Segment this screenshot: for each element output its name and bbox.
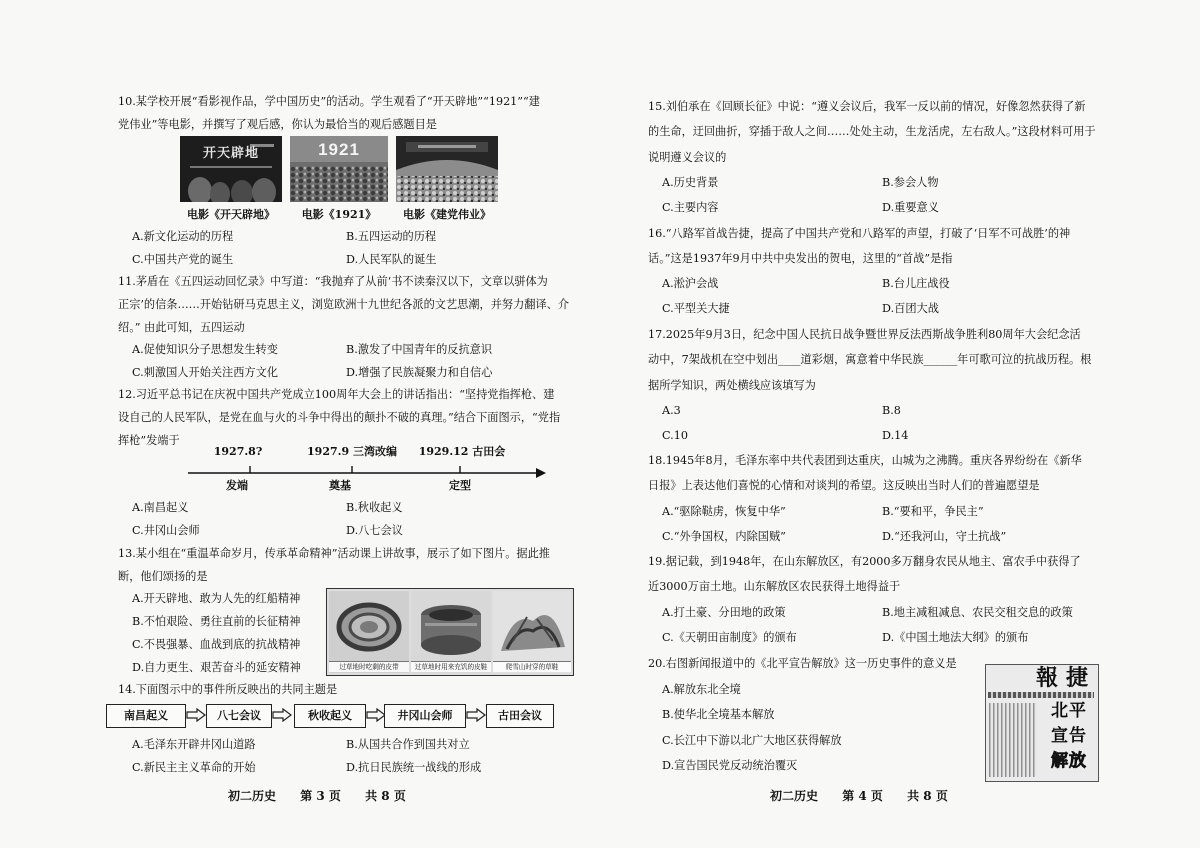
option-a: A.开天辟地、敢为人先的红船精神 [132, 592, 301, 605]
footer-total-pages: 共 8 页 [365, 789, 406, 803]
timeline-date: 1929.12 古田会 [418, 445, 506, 458]
newspaper-headline [1042, 699, 1096, 774]
stem-line: 11.茅盾在《五四运动回忆录》中写道：“我抛弃了从前‘书不读秦汉以下，文章以骈体为 [118, 275, 548, 288]
stem-line: 12.习近平总书记在庆祝中国共产党成立100周年大会上的讲话指出：“坚持党指挥枪、建 [118, 388, 555, 401]
photo-caption: 过草地时用来充饥的皮鞋 [411, 661, 491, 672]
option-d: D.百团大战 [882, 302, 939, 316]
option-c: C.新民主主义革命的开始 [132, 761, 256, 774]
shoe-image [411, 591, 491, 663]
option-c: C.中国共产党的诞生 [132, 253, 234, 266]
option-a: A.“驱除鞑虏，恢复中华” [662, 505, 786, 518]
footer-subject: 初二历史 [770, 789, 819, 803]
stem-line: 绍。” 由此可知，五四运动 [118, 321, 245, 334]
newspaper-clipping [985, 664, 1099, 782]
photo-shoe [411, 591, 491, 673]
stem-line: 的生命，迂回曲折，穿插于敌人之间……处处主动，生龙活虎，左右敌人。”这段材料可用于 [648, 125, 1096, 139]
flow-box: 八七会议 [206, 704, 272, 728]
movie-poster-kaitianpidi [180, 136, 282, 202]
question-16-stem [648, 221, 1070, 272]
belt-image [329, 591, 409, 663]
flow-box: 南昌起义 [106, 704, 186, 728]
photo-caption: 爬雪山时穿的草鞋 [493, 661, 571, 672]
option-c: C.《天朝田亩制度》的颁布 [662, 631, 797, 645]
option-b: B.“要和平，争民主” [882, 505, 984, 518]
movie-poster-1921 [290, 136, 388, 202]
question-15-stem [648, 94, 1096, 170]
stem-line: 15.刘伯承在《回顾长征》中说：“遵义会议后，我军一反以前的情况，好像忽然获得了新 [648, 100, 1086, 113]
stem-line: 说明遵义会议的 [648, 150, 727, 164]
arrow-right-icon [186, 708, 206, 722]
poster-caption: 电影《1921》 [301, 208, 377, 221]
option-c: C.10 [662, 429, 688, 443]
stem-line: 近3000万亩土地。山东解放区农民获得土地得益于 [648, 580, 901, 594]
stem-line: 动中，7架战机在空中划出____道彩烟，寓意着中华民族______年可歌可泣的抗战历程。根 [648, 353, 1092, 367]
question-19-stem [648, 549, 1081, 600]
option-a: A.历史背景 [662, 176, 719, 189]
option-b: B.从国共合作到国共对立 [346, 738, 470, 751]
arrow-right-icon [466, 708, 486, 722]
stem-line: 18.1945年8月，毛泽东率中共代表团到达重庆，山城为之沸腾。重庆各界纷纷在《新华 [648, 454, 1082, 467]
exam-page-4 [600, 0, 1200, 848]
option-d: D.重要意义 [882, 201, 939, 215]
stem-line: 20.右图新闻报道中的《北平宣告解放》这一历史事件的意义是 [648, 657, 957, 670]
poster-title: 开天辟地 [202, 146, 259, 161]
option-b: B.地主减租减息、农民交租交息的政策 [882, 606, 1073, 619]
photo-belt [329, 591, 409, 673]
headline-line: 解放 [1051, 751, 1087, 771]
footer-page-number: 第 4 页 [842, 789, 883, 803]
option-d: D.抗日民族统一战线的形成 [346, 761, 482, 774]
stem-line: 19.据记载，到1948年，在山东解放区，有2000多万翻身农民从地主、富农手中获得了 [648, 555, 1081, 568]
option-b: B.使华北全境基本解放 [662, 708, 775, 722]
option-a: A.解放东北全境 [662, 683, 741, 696]
stem-line: 13.某小组在“重温革命岁月，传承革命精神”活动课上讲故事，展示了如下图片。据此推 [118, 547, 550, 560]
option-c: C.刺激国人开始关注西方文化 [132, 366, 278, 379]
poster-caption: 电影《开天辟地》 [187, 208, 275, 221]
stem-line: 断，他们颂扬的是 [118, 570, 208, 583]
option-c: C.主要内容 [662, 201, 719, 215]
timeline-stage: 发端 [226, 479, 248, 492]
option-a: A.毛泽东开辟井冈山道路 [132, 738, 256, 751]
option-d: D.《中国土地法大纲》的颁布 [882, 631, 1029, 645]
question-13-stem [118, 542, 550, 588]
timeline-date: 1927.9 三湾改编 [307, 445, 397, 458]
question-14-stem [118, 678, 337, 701]
option-c: C.不畏强暴、血战到底的抗战精神 [132, 638, 301, 651]
stem-line: 日报》上表达他们喜悦的心情和对谈判的希望。这反映出当时人们的普遍愿望是 [648, 479, 1040, 493]
stem-line: 挥枪”发端于 [118, 434, 180, 447]
option-a: A.新文化运动的历程 [132, 230, 234, 243]
option-a: A.促使知识分子思想发生转变 [132, 343, 278, 356]
event-flow-diagram [104, 704, 560, 730]
footer-page-number: 第 3 页 [300, 789, 341, 803]
option-c: C.长江中下游以北广大地区获得解放 [662, 733, 842, 747]
photo-caption: 过草地时吃剩的皮带 [329, 661, 409, 672]
option-b: B.8 [882, 404, 901, 417]
arrow-right-icon [536, 468, 546, 478]
footer-subject: 初二历史 [228, 789, 277, 803]
timeline-stage: 定型 [449, 479, 471, 492]
stem-line: 16.“八路军首战告捷，提高了中国共产党和八路军的声望，打破了‘日军不可战胜’的神 [648, 227, 1071, 240]
page-footer [228, 785, 406, 807]
option-b: B.台儿庄战役 [882, 277, 950, 290]
arrow-right-icon [272, 708, 292, 722]
newspaper-body-text [989, 703, 1037, 777]
poster-caption: 电影《建党伟业》 [403, 208, 491, 221]
movie-poster-jiandangweiye [396, 136, 498, 202]
option-b: B.激发了中国青年的反抗意识 [346, 343, 493, 356]
option-c: C.“外争国权，内除国贼” [662, 530, 786, 544]
stem-line: 话。”这是1937年9月中共中央发出的贺电，这里的“首战”是指 [648, 252, 953, 266]
option-d: D.宣告国民党反动统治覆灭 [662, 759, 798, 773]
straw-sandal-image [493, 591, 571, 663]
question-18-stem [648, 448, 1082, 499]
headline-line: 宣告 [1051, 726, 1087, 746]
stem-line: 设自己的人民军队，是党在血与火的斗争中得出的颠扑不破的真理。”结合下面图示，“党指 [118, 411, 561, 424]
option-c: C.平型关大捷 [662, 302, 730, 316]
flow-box: 古田会议 [486, 704, 554, 728]
option-b: B.不怕艰险、勇往直前的长征精神 [132, 615, 301, 628]
stem-line: 党伟业”等电影，并撰写了观后感，你认为最恰当的观后感题目是 [118, 118, 437, 131]
option-b: B.五四运动的历程 [346, 230, 437, 243]
option-d: D.人民军队的诞生 [346, 253, 437, 266]
option-b: B.秋收起义 [346, 501, 403, 514]
option-d: D.增强了民族凝聚力和自信心 [346, 366, 493, 379]
flow-box: 秋收起义 [294, 704, 366, 728]
timeline-diagram [180, 442, 550, 496]
option-a: A.淞沪会战 [662, 277, 719, 290]
newspaper-dateline [988, 692, 1094, 698]
stem-line: 据所学知识，两处横线应该填写为 [648, 378, 816, 392]
poster-hall-image [396, 136, 498, 202]
flow-box: 井冈山会师 [384, 704, 466, 728]
timeline-date: 1927.8? [213, 445, 263, 458]
stem-line: 正宗’的信条……开始钻研马克思主义，浏览欧洲十九世纪各派的文艺思潮，并努力翻译、介 [118, 298, 570, 311]
timeline-stage: 奠基 [329, 479, 351, 492]
stem-line: 14.下面图示中的事件所反映出的共同主题是 [118, 683, 338, 696]
question-11-stem [118, 270, 569, 339]
headline-line: 北平 [1051, 701, 1087, 721]
stem-line: 10.某学校开展“看影视作品，学中国历史”的活动。学生观看了“开天辟地”“1921”“建 [118, 95, 540, 108]
relic-photos [326, 588, 574, 676]
question-10-stem [118, 90, 540, 136]
option-a: A.打土豪、分田地的政策 [662, 606, 786, 619]
option-d: D.“还我河山，守土抗战” [882, 530, 1007, 544]
newspaper-masthead: 報捷 [1035, 665, 1096, 691]
option-b: B.参会人物 [882, 176, 939, 189]
option-d: D.自力更生、艰苦奋斗的延安精神 [132, 661, 301, 674]
question-17-stem [648, 322, 1091, 398]
stem-line: 17.2025年9月3日，纪念中国人民抗日战争暨世界反法西斯战争胜利80周年大会纪念活 [648, 328, 1081, 341]
option-d: D.14 [882, 429, 909, 443]
option-d: D.八七会议 [346, 524, 403, 537]
page-footer [770, 785, 948, 807]
footer-total-pages: 共 8 页 [907, 789, 948, 803]
poster-title: 1921 [318, 140, 360, 159]
arrow-right-icon [366, 708, 386, 722]
option-a: A.南昌起义 [132, 501, 189, 514]
photo-straw-sandal [493, 591, 571, 673]
question-20-stem [648, 651, 957, 676]
option-a: A.3 [662, 404, 681, 417]
option-c: C.井冈山会师 [132, 524, 200, 537]
